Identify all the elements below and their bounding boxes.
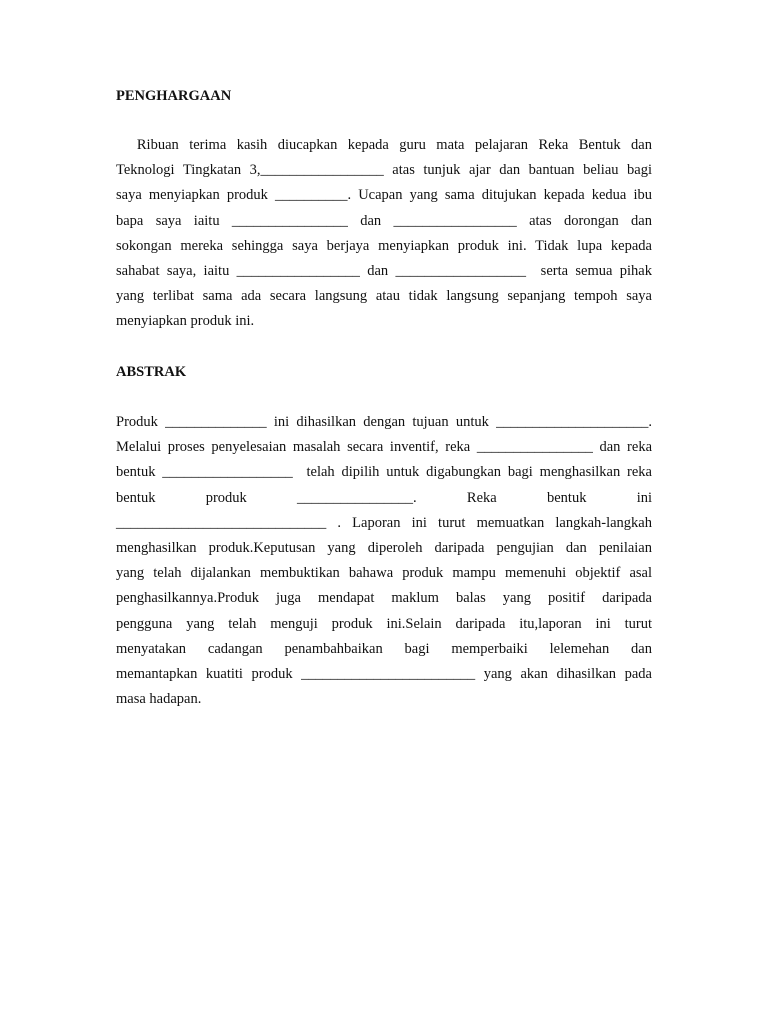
abstract-paragraph xyxy=(116,410,652,712)
paragraph-line: yang telah dijalankan membuktikan bahawa produk mampu memenuhi objektif asal xyxy=(116,565,652,582)
acknowledgement-heading: PENGHARGAAN xyxy=(116,88,232,104)
paragraph-line: memantapkan kuatiti produk ________________________ yang akan dihasilkan pada xyxy=(116,665,652,682)
paragraph-line: saya menyiapkan produk __________. Ucapan yang sama ditujukan kepada kedua ibu xyxy=(116,187,652,204)
paragraph-line: sahabat saya, iaitu _________________ dan __________________ serta semua pihak xyxy=(116,262,652,279)
paragraph-line: Ribuan terima kasih diucapkan kepada guru mata pelajaran Reka Bentuk dan xyxy=(116,137,652,153)
paragraph-line: Teknologi Tingkatan 3,_________________ atas tunjuk ajar dan bantuan beliau bagi xyxy=(116,162,652,179)
paragraph-line: menyatakan cadangan penambahbaikan bagi memperbaiki lelemehan dan xyxy=(116,640,652,657)
paragraph-line: menyiapkan produk ini. xyxy=(116,313,255,330)
paragraph-line: _____________________________ . Laporan ini turut memuatkan langkah-langkah xyxy=(116,514,652,531)
paragraph-line: masa hadapan. xyxy=(116,691,202,708)
paragraph-line: bapa saya iaitu ________________ dan _________________ atas dorongan dan xyxy=(116,212,652,229)
paragraph-line: bentuk __________________ telah dipilih untuk digabungkan bagi menghasilkan reka xyxy=(116,464,652,481)
paragraph-line: pengguna yang telah menguji produk ini.Selain daripada itu,laporan ini turut xyxy=(116,615,652,632)
paragraph-line: yang terlibat sama ada secara langsung atau tidak langsung sepanjang tempoh saya xyxy=(116,288,652,305)
paragraph-line: sokongan mereka sehingga saya berjaya menyiapkan produk ini. Tidak lupa kepada xyxy=(116,237,652,254)
paragraph-line: penghasilkannya.Produk juga mendapat maklum balas yang positif daripada xyxy=(116,590,652,607)
paragraph-line: menghasilkan produk.Keputusan yang diperoleh daripada pengujian dan penilaian xyxy=(116,539,652,556)
paragraph-line: Produk ______________ ini dihasilkan dengan tujuan untuk _____________________. xyxy=(116,414,652,430)
abstract-heading: ABSTRAK xyxy=(116,364,187,380)
paragraph-line: bentuk produk ________________. Reka bentuk ini xyxy=(116,489,652,506)
paragraph-line: Melalui proses penyelesaian masalah secara inventif, reka ________________ dan reka xyxy=(116,439,652,456)
acknowledgement-paragraph xyxy=(116,133,652,335)
